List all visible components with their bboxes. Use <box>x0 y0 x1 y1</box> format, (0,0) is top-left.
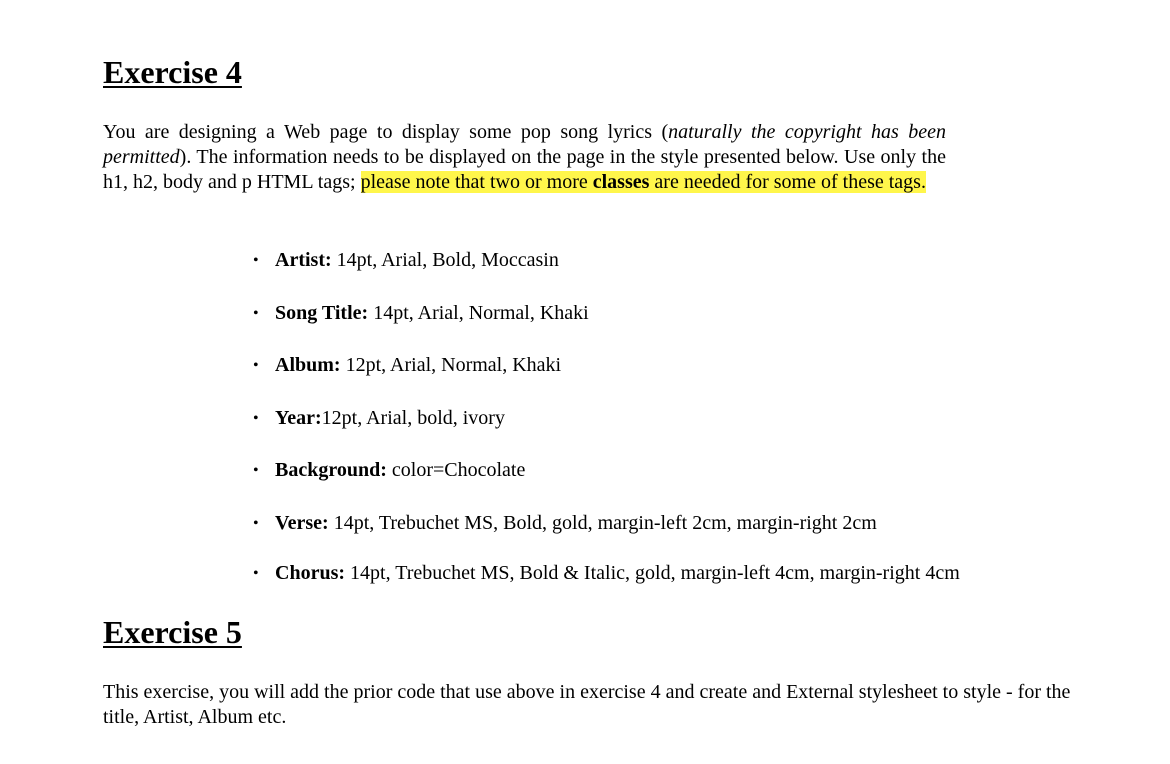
bullet-icon: • <box>253 357 259 374</box>
style-spec-list <box>253 248 960 586</box>
list-item <box>253 406 960 431</box>
intro-text-1: You are designing a Web page to display some pop song lyrics ( <box>103 121 669 143</box>
list-item <box>253 511 960 536</box>
spec-label-song-title: Song Title: <box>275 301 369 324</box>
spec-value-verse: 14pt, Trebuchet MS, Bold, gold, margin-left 2cm, margin-right 2cm <box>328 511 877 534</box>
exercise-4-intro <box>103 120 946 195</box>
bullet-icon: • <box>253 252 259 269</box>
exercise-5-text: This exercise, you will add the prior code that use above in exercise 4 and create and External stylesheet to style - for the title, Artist, Album etc. <box>103 681 1071 728</box>
spec-value-background: color=Chocolate <box>386 459 526 481</box>
list-item <box>253 353 960 378</box>
exercise-5-title: Exercise 5 <box>103 614 242 650</box>
exercise-4-title: Exercise 4 <box>103 54 242 90</box>
bullet-icon: • <box>253 462 259 479</box>
spec-label-chorus: Chorus: <box>275 561 346 584</box>
highlighted-note-2: are needed for some of these tags. <box>649 171 926 193</box>
list-item <box>253 301 960 326</box>
intro-text-2: ). The information needs to be displayed on the page in the style presented below. Use only the h1, h2, body and p HTML tags; <box>103 146 946 193</box>
bullet-icon: • <box>253 409 259 427</box>
list-item <box>253 561 960 586</box>
highlighted-note-1: please note that two or more <box>360 171 593 193</box>
spec-label-album: Album: <box>275 354 341 376</box>
bullet-icon: • <box>253 304 259 322</box>
spec-value-artist: 14pt, Arial, Bold, Moccasin <box>331 249 559 271</box>
spec-label-artist: Artist: <box>275 249 332 271</box>
spec-value-song-title: 14pt, Arial, Normal, Khaki <box>368 301 589 324</box>
spec-value-year: 12pt, Arial, bold, ivory <box>321 406 505 429</box>
highlighted-note-bold: classes <box>592 171 650 193</box>
spec-value-album: 12pt, Arial, Normal, Khaki <box>340 354 562 376</box>
bullet-icon: • <box>253 514 259 532</box>
intro-italic-text: naturally the copyright has been permitted <box>103 121 946 168</box>
spec-value-chorus: 14pt, Trebuchet MS, Bold & Italic, gold, margin-left 4cm, margin-right 4cm <box>345 561 960 584</box>
list-item <box>253 458 960 483</box>
list-item <box>253 248 960 273</box>
bullet-icon: • <box>253 564 259 582</box>
spec-label-background: Background: <box>275 459 387 481</box>
spec-label-verse: Verse: <box>275 511 329 534</box>
spec-label-year: Year: <box>275 406 322 429</box>
